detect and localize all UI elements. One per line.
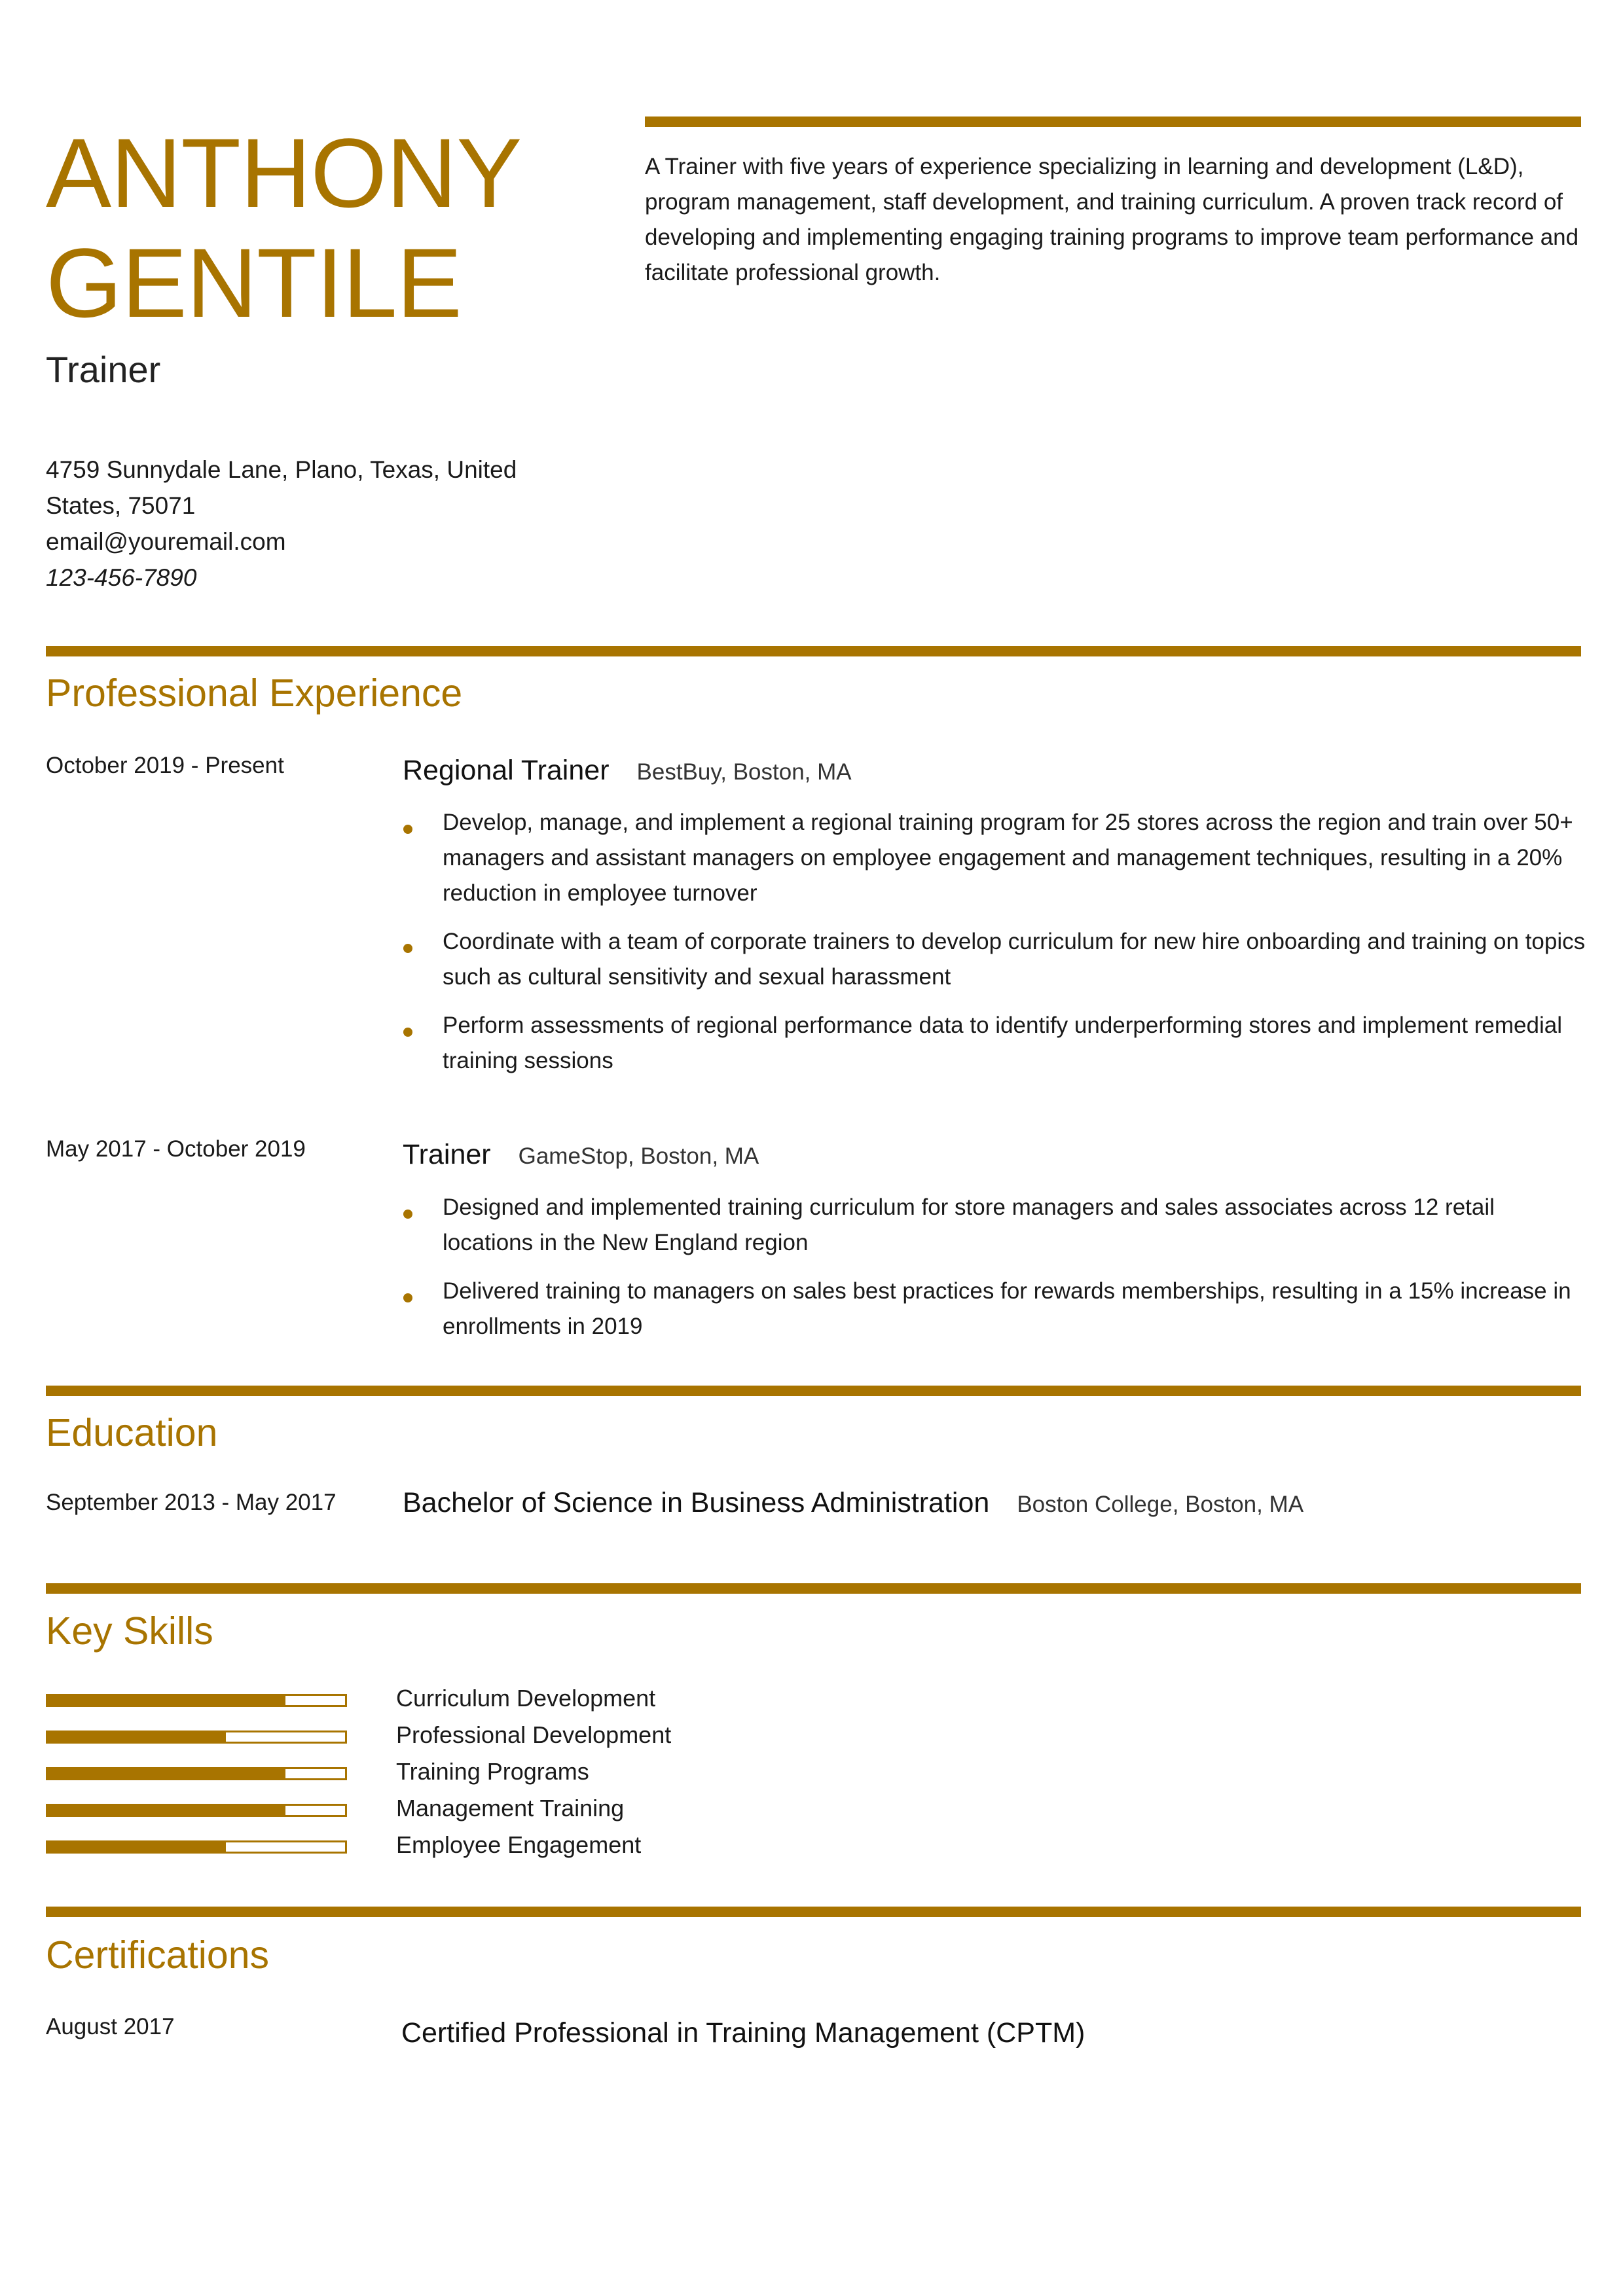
skill-level-bar <box>46 1804 347 1817</box>
job-2-dates: May 2017 - October 2019 <box>46 1136 306 1162</box>
experience-divider <box>46 646 1581 656</box>
contact-info <box>46 452 543 596</box>
education-divider <box>46 1386 1581 1396</box>
skill-level-bar <box>46 1767 347 1780</box>
skill-row <box>46 1755 766 1792</box>
skill-row <box>46 1829 766 1865</box>
skill-label: Employee Engagement <box>396 1831 642 1858</box>
skill-level-fill <box>48 1696 285 1705</box>
education-degree: Bachelor of Science in Business Administration <box>403 1487 990 1518</box>
skill-level-bar <box>46 1731 347 1744</box>
job-role: Trainer <box>46 349 161 390</box>
list-item: Perform assessments of regional performance data to identify underperforming stores and implement remedial training sessions <box>401 1008 1586 1079</box>
certifications-divider <box>46 1907 1581 1917</box>
skill-level-fill <box>48 1806 285 1815</box>
bullet-icon <box>403 944 412 953</box>
job-1-dates: October 2019 - Present <box>46 753 284 778</box>
certification-name: Certified Professional in Training Management (CPTM) <box>401 2017 1085 2049</box>
summary-text: A Trainer with five years of experience specializing in learning and development (L&D), program management, staff development, and training curriculum. A proven track record of developing and implementing engaging training programs to improve team performance and facilitate professional growth. <box>645 154 1579 285</box>
skill-label: Curriculum Development <box>396 1685 656 1712</box>
job-2-title: Trainer <box>403 1139 491 1170</box>
address-line-2: States, 75071 <box>46 492 196 519</box>
skill-level-fill <box>48 1732 226 1742</box>
skills-list <box>46 1682 766 1865</box>
skill-row <box>46 1719 766 1755</box>
email-text: email@youremail.com <box>46 528 286 555</box>
skill-label: Training Programs <box>396 1758 589 1785</box>
experience-heading: Professional Experience <box>46 672 463 715</box>
job-1-company: BestBuy, Boston, MA <box>636 759 852 785</box>
skill-level-fill <box>48 1769 285 1778</box>
bullet-icon <box>403 1210 412 1219</box>
education-dates: September 2013 - May 2017 <box>46 1490 337 1515</box>
skill-level-bar <box>46 1694 347 1707</box>
summary-divider <box>645 117 1581 127</box>
skills-heading: Key Skills <box>46 1609 213 1653</box>
candidate-name <box>46 118 609 338</box>
skill-level-bar <box>46 1840 347 1854</box>
list-item: Designed and implemented training curriculum for store managers and sales associates across 12 retail locations in the New England region <box>401 1190 1586 1261</box>
job-2-header <box>403 1139 759 1171</box>
skill-label: Professional Development <box>396 1721 672 1748</box>
job-1-header <box>403 755 852 787</box>
skills-divider <box>46 1583 1581 1594</box>
phone-text: 123-456-7890 <box>46 564 197 591</box>
list-item: Develop, manage, and implement a regional training program for 25 stores across the region and train over 50+ managers and assistant managers on employee engagement and management techniques, resulting in a 20% reduction in employee turnover <box>401 805 1586 911</box>
job-1-bullets <box>401 805 1586 1092</box>
education-header <box>403 1487 1304 1519</box>
certifications-heading: Certifications <box>46 1933 270 1977</box>
certification-date: August 2017 <box>46 2014 175 2039</box>
skill-label: Management Training <box>396 1795 625 1821</box>
name-line-1: ANTHONY <box>46 118 522 228</box>
list-item: Delivered training to managers on sales best practices for rewards memberships, resulting in a 15% increase in enrollments in 2019 <box>401 1274 1586 1344</box>
address-line-1: 4759 Sunnydale Lane, Plano, Texas, United <box>46 456 517 483</box>
list-item: Coordinate with a team of corporate trainers to develop curriculum for new hire onboarding and training on topics such as cultural sensitivity and sexual harassment <box>401 924 1586 995</box>
bullet-icon <box>403 1293 412 1302</box>
education-heading: Education <box>46 1411 218 1454</box>
skill-row <box>46 1682 766 1719</box>
job-2-company: GameStop, Boston, MA <box>518 1143 759 1169</box>
skill-level-fill <box>48 1842 226 1852</box>
skill-row <box>46 1792 766 1829</box>
job-2-bullets <box>401 1190 1586 1357</box>
bullet-icon <box>403 1028 412 1037</box>
bullet-icon <box>403 825 412 834</box>
education-school: Boston College, Boston, MA <box>1017 1492 1304 1517</box>
name-line-2: GENTILE <box>46 228 462 338</box>
job-1-title: Regional Trainer <box>403 755 610 786</box>
